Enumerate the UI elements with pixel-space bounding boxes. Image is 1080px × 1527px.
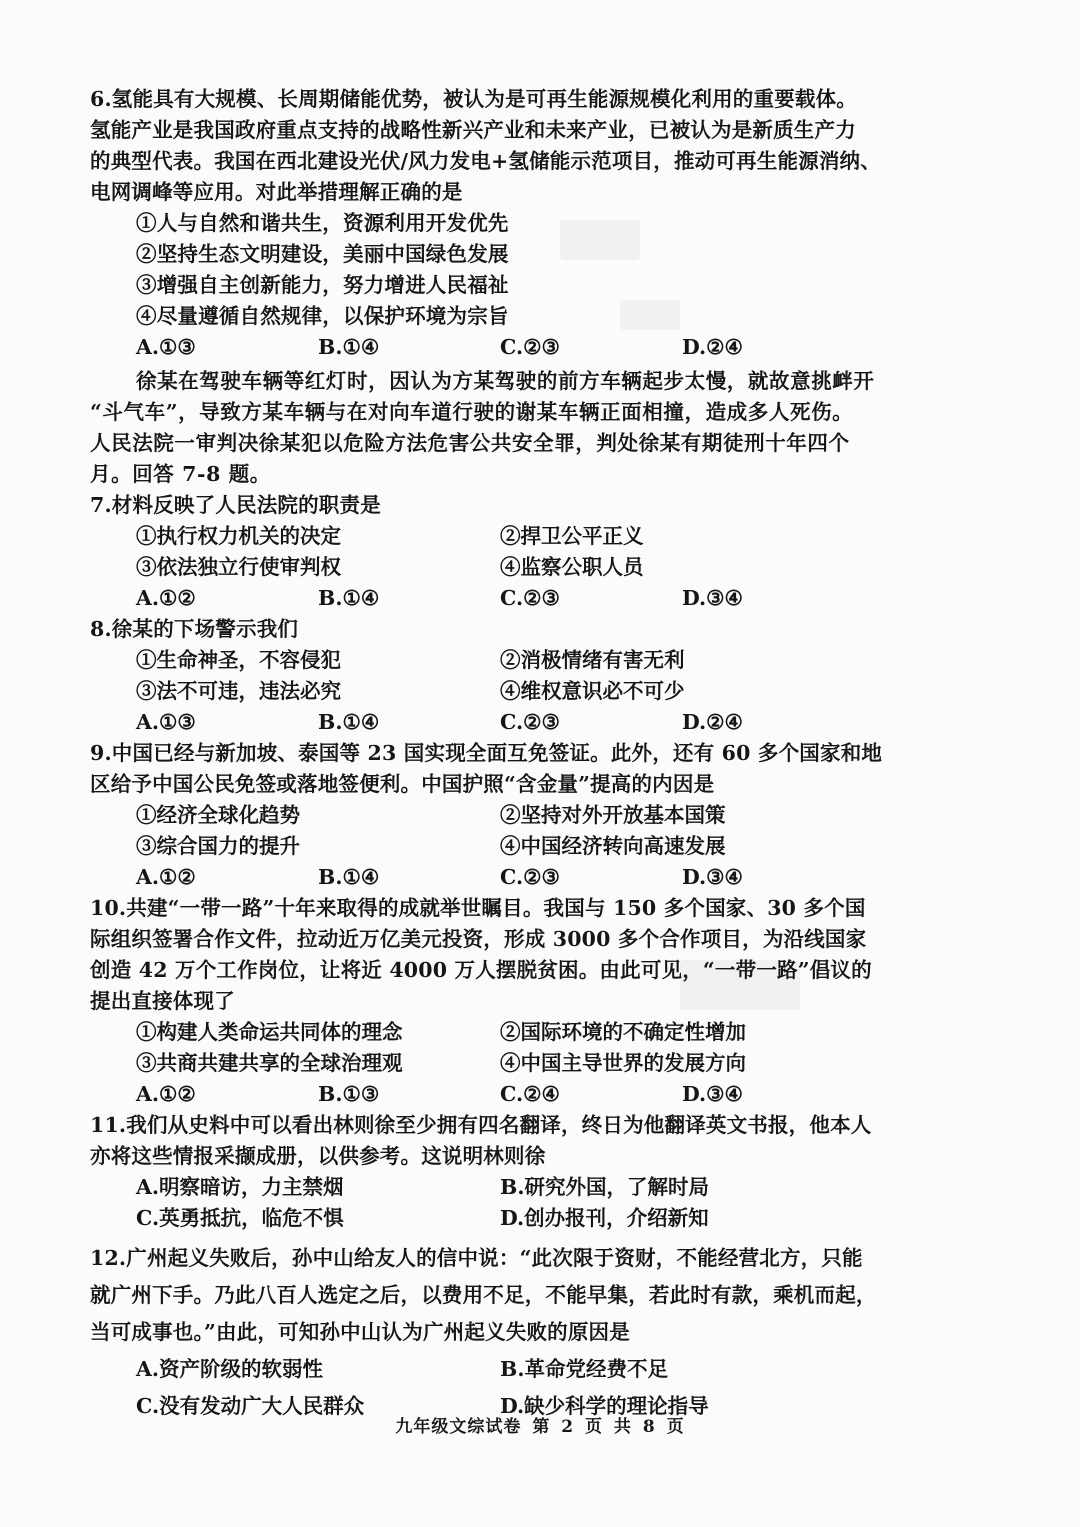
q9-item-2: ②坚持对外开放基本国策 (500, 803, 726, 827)
q10-items-row-2 (90, 1048, 940, 1079)
question-11 (90, 1110, 940, 1234)
q11-choices-row-1 (90, 1172, 940, 1203)
q7-item-3: ③依法独立行使审判权 (136, 555, 341, 579)
q7-choice-a: A.①② (136, 586, 196, 610)
q9-items-row-2 (90, 831, 940, 862)
q12-choices-row-1 (90, 1351, 940, 1388)
q10-stem-line-4: 提出直接体现了 (90, 989, 235, 1013)
q8-choice-a: A.①③ (136, 710, 196, 734)
q10-item-2: ②国际环境的不确定性增加 (500, 1020, 746, 1044)
q8-choice-c: C.②③ (500, 710, 560, 734)
q12-stem-line-3: 当可成事也。”由此，可知孙中山认为广州起义失败的原因是 (90, 1320, 630, 1344)
question-7 (90, 490, 940, 614)
q6-choice-d: D.②④ (682, 335, 743, 359)
q6-choice-b: B.①④ (318, 335, 380, 359)
q6-choices (90, 332, 940, 363)
question-12 (90, 1240, 940, 1425)
q8-items-row-2 (90, 676, 940, 707)
q10-items-row-1 (90, 1017, 940, 1048)
passage-line-3: 人民法院一审判决徐某犯以危险方法危害公共安全罪，判处徐某有期徒刑十年四个 (90, 431, 850, 455)
question-10 (90, 893, 940, 1110)
q8-item-1: ①生命神圣，不容侵犯 (136, 648, 341, 672)
q6-stem-line-2: 氢能产业是我国政府重点支持的战略性新兴产业和未来产业，已被认为是新质生产力 (90, 118, 856, 142)
q7-item-4: ④监察公职人员 (500, 555, 644, 579)
q12-stem-line-1: 12.广州起义失败后，孙中山给友人的信中说：“此次限于资财，不能经营北方，只能 (90, 1246, 863, 1270)
passage-7-8 (90, 366, 940, 490)
q11-choice-d: D.创办报刊，介绍新知 (500, 1206, 709, 1230)
q11-stem-line-1: 11.我们从史料中可以看出林则徐至少拥有四名翻译，终日为他翻译英文书报，他本人 (90, 1113, 872, 1137)
q10-stem-line-2: 际组织签署合作文件，拉动近万亿美元投资，形成 3000 多个合作项目，为沿线国家 (90, 927, 867, 951)
page-footer (0, 1412, 1080, 1437)
q8-item-3: ③法不可违，违法必究 (136, 679, 341, 703)
q10-item-1: ①构建人类命运共同体的理念 (136, 1020, 403, 1044)
q6-stem-line-3: 的典型代表。我国在西北建设光伏/风力发电+氢储能示范项目，推动可再生能源消纳、 (90, 149, 881, 173)
q8-item-4: ④维权意识必不可少 (500, 679, 685, 703)
footer-total-number: 8 (642, 1417, 656, 1437)
footer-total-word: 共 (613, 1417, 632, 1437)
q9-choice-c: C.②③ (500, 865, 560, 889)
q9-choice-b: B.①④ (318, 865, 380, 889)
q10-choice-c: C.②④ (500, 1082, 560, 1106)
passage-line-2: “斗气车”，导致方某车辆与在对向车道行驶的谢某车辆正面相撞，造成多人死伤。 (90, 400, 854, 424)
q6-item-2: ②坚持生态文明建设，美丽中国绿色发展 (136, 242, 509, 266)
q10-item-4: ④中国主导世界的发展方向 (500, 1051, 746, 1075)
q10-choice-d: D.③④ (682, 1082, 743, 1106)
q7-choice-b: B.①④ (318, 586, 380, 610)
q7-item-1: ①执行权力机关的决定 (136, 524, 341, 548)
q9-choice-a: A.①② (136, 865, 196, 889)
q10-stem-line-1: 10.共建“一带一路”十年来取得的成就举世瞩目。我国与 150 多个国家、30 多个国 (90, 896, 866, 920)
q6-item-4: ④尽量遵循自然规律，以保护环境为宗旨 (136, 304, 509, 328)
q8-stem: 8.徐某的下场警示我们 (90, 617, 299, 641)
q7-items-row-1 (90, 521, 940, 552)
q12-choice-b: B.革命党经费不足 (500, 1357, 668, 1381)
q7-choice-c: C.②③ (500, 586, 560, 610)
q7-choices (90, 583, 940, 614)
question-8 (90, 614, 940, 738)
q6-stem-line-4: 电网调峰等应用。对此举措理解正确的是 (90, 180, 463, 204)
q10-choice-a: A.①② (136, 1082, 196, 1106)
q9-choices (90, 862, 940, 893)
footer-page-unit: 页 (585, 1417, 603, 1437)
passage-line-1: 徐某在驾驶车辆等红灯时，因认为方某驾驶的前方车辆起步太慢，就故意挑衅开 (136, 369, 875, 393)
q12-choice-a: A.资产阶级的软弱性 (136, 1357, 324, 1381)
footer-label: 九年级文综试卷 (395, 1417, 522, 1437)
q11-choice-a: A.明察暗访，力主禁烟 (136, 1175, 344, 1199)
q10-choices (90, 1079, 940, 1110)
q11-choices-row-2 (90, 1203, 940, 1234)
q9-stem-line-1: 9.中国已经与新加坡、泰国等 23 国实现全面互免签证。此外，还有 60 多个国家和地 (90, 741, 883, 765)
q8-choice-d: D.②④ (682, 710, 743, 734)
q6-choice-a: A.①③ (136, 335, 196, 359)
question-9 (90, 738, 940, 893)
q8-choice-b: B.①④ (318, 710, 380, 734)
q10-stem-line-3: 创造 42 万个工作岗位，让将近 4000 万人摆脱贫困。由此可见，“一带一路”倡议的 (90, 958, 872, 982)
q11-choice-c: C.英勇抵抗，临危不惧 (136, 1206, 344, 1230)
q9-stem-line-2: 区给予中国公民免签或落地签便利。中国护照“含金量”提高的内因是 (90, 772, 715, 796)
q9-item-4: ④中国经济转向高速发展 (500, 834, 726, 858)
q9-choice-d: D.③④ (682, 865, 743, 889)
q6-choice-c: C.②③ (500, 335, 560, 359)
q7-choice-d: D.③④ (682, 586, 743, 610)
q7-stem: 7.材料反映了人民法院的职责是 (90, 493, 381, 517)
q6-stem-line-1: 6.氢能具有大规模、长周期储能优势，被认为是可再生能源规模化利用的重要载体。 (90, 87, 857, 111)
q12-choice-c: C.没有发动广大人民群众 (136, 1394, 365, 1418)
q12-stem-line-2: 就广州下手。乃此八百人选定之后，以费用不足，不能早集，若此时有款，乘机而起， (90, 1283, 877, 1307)
q8-items-row-1 (90, 645, 940, 676)
q9-items-row-1 (90, 800, 940, 831)
q6-item-1: ①人与自然和谐共生，资源利用开发优先 (136, 211, 509, 235)
passage-line-4: 月。回答 7-8 题。 (90, 462, 271, 486)
exam-content (90, 84, 940, 1425)
footer-page-number: 2 (561, 1417, 575, 1437)
q6-item-3: ③增强自主创新能力，努力增进人民福祉 (136, 273, 509, 297)
q12-choice-d: D.缺少科学的理论指导 (500, 1394, 709, 1418)
q10-item-3: ③共商共建共享的全球治理观 (136, 1051, 403, 1075)
q7-item-2: ②捍卫公平正义 (500, 524, 644, 548)
q9-item-1: ①经济全球化趋势 (136, 803, 300, 827)
q9-item-3: ③综合国力的提升 (136, 834, 300, 858)
q11-choice-b: B.研究外国，了解时局 (500, 1175, 709, 1199)
footer-total-unit: 页 (666, 1417, 685, 1437)
footer-page-word: 第 (532, 1417, 551, 1437)
q11-stem-line-2: 亦将这些情报采撷成册，以供参考。这说明林则徐 (90, 1144, 546, 1168)
q10-choice-b: B.①③ (318, 1082, 380, 1106)
q8-choices (90, 707, 940, 738)
question-6 (90, 84, 940, 363)
q7-items-row-2 (90, 552, 940, 583)
q8-item-2: ②消极情绪有害无利 (500, 648, 685, 672)
